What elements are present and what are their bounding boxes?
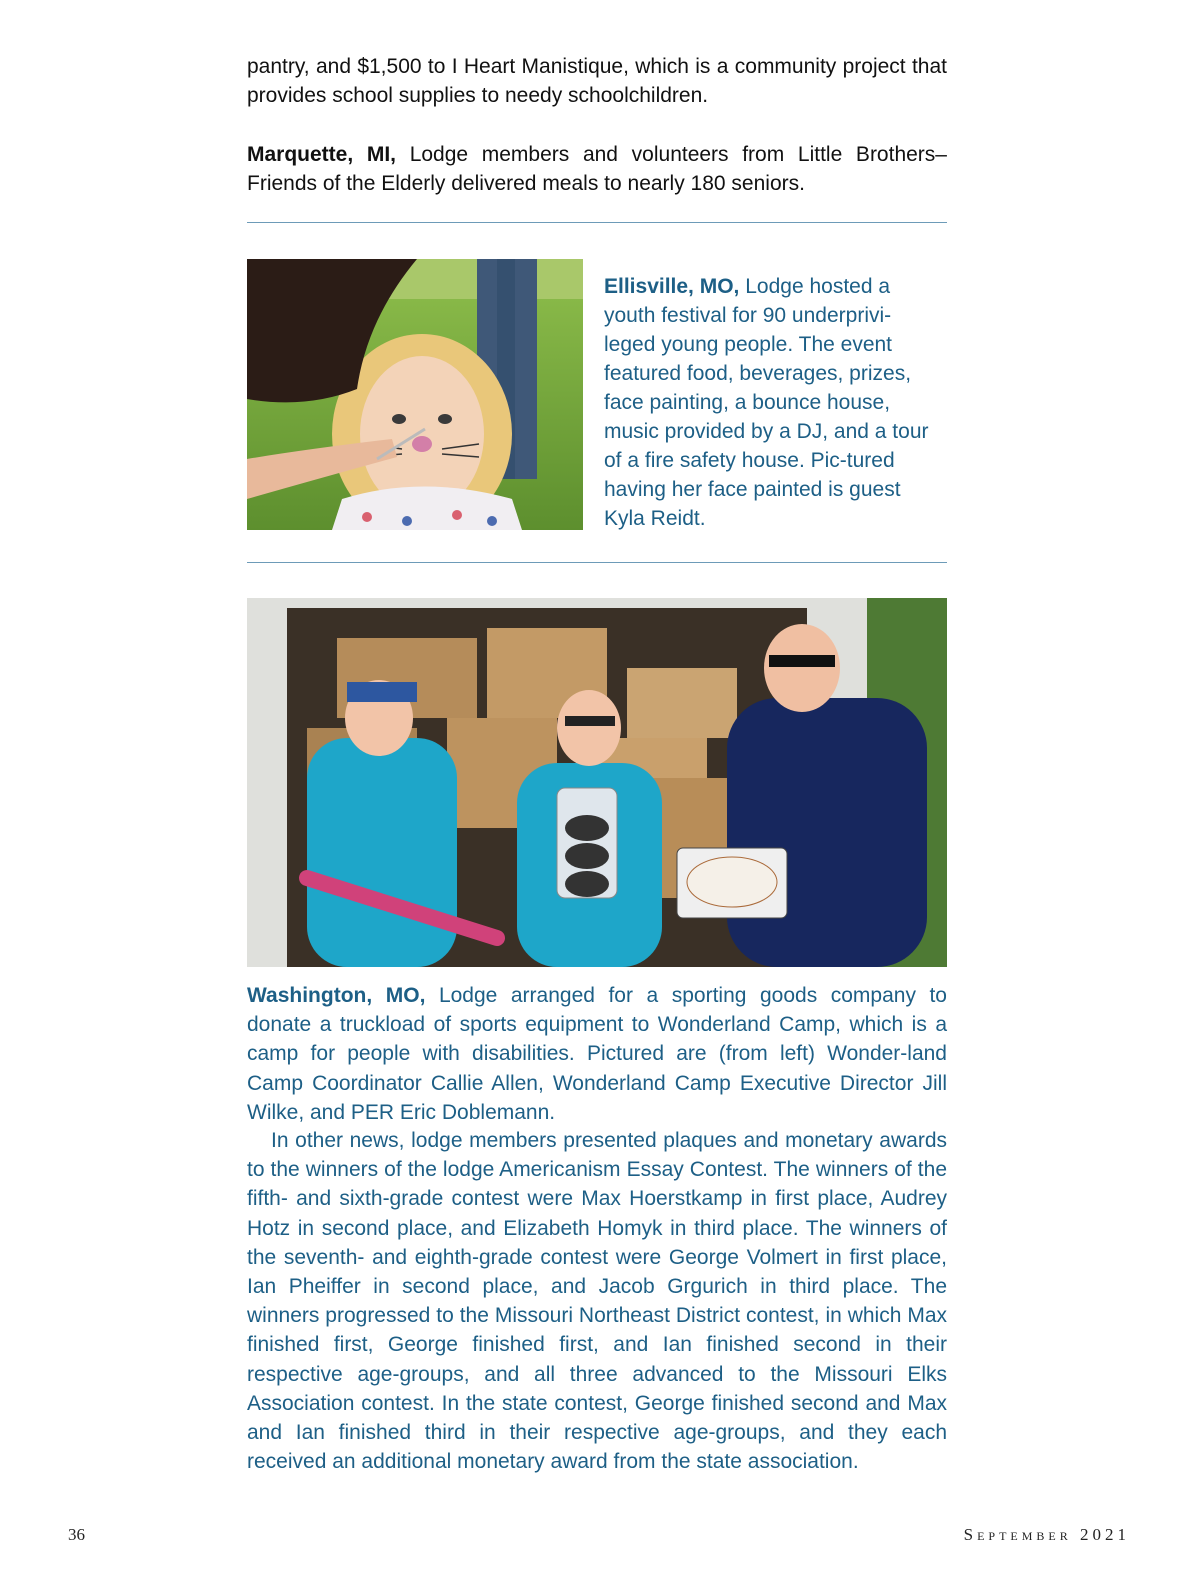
ellisville-lead: Ellisville, MO, <box>604 275 740 298</box>
ellisville-body: Lodge hosted a youth festival for 90 underprivi-leged young people. The event featured food, beverages, prizes, face painting, a bounce house, music provided by a DJ, and a tour of a fire safety house. Pic-tured having her face painted is guest Kyla Reidt. <box>604 275 929 530</box>
continued-paragraph: pantry, and $1,500 to I Heart Manistique, which is a community project that provides school supplies to needy schoolchildren. <box>247 55 947 107</box>
face-painting-photo <box>247 259 583 530</box>
sports-equipment-truck-photo <box>247 598 947 967</box>
washington-body: Lodge arranged for a sporting goods company to donate a truckload of sports equipment to Wonderland Camp, which is a camp for people with disabilities. Pictured are (from left) Wonder-land Camp Coordinator Callie Allen, Wonderland Camp Executive Director Jill Wilke, and PER Eric Doblemann. <box>247 984 947 1124</box>
marquette-lead: Marquette, MI, <box>247 143 397 166</box>
issue-date: September 2021 <box>963 1525 1130 1544</box>
page-number: 36 <box>68 1525 85 1544</box>
section-divider-middle <box>247 562 947 563</box>
marquette-body: Lodge members and volunteers from Little Brothers–Friends of the Elderly delivered meals to nearly 180 seniors. <box>247 143 947 195</box>
washington-lead: Washington, MO, <box>247 984 426 1007</box>
washington-caption <box>247 981 947 1127</box>
essay-contest-paragraph: In other news, lodge members presented plaques and monetary awards to the winners of the lodge Americanism Essay Contest. The winners of the fifth- and sixth-grade contest were Max Hoerstkamp in first place, Audrey Hotz in second place, and Elizabeth Homyk in third place. The winners of the seventh- and eighth-grade contest were George Volmert in first place, Ian Pheiffer in second place, and Jacob Grgurich in third place. The winners progressed to the Missouri Northeast District contest, in which Max finished first, George finished first, and Ian finished second in their respective age-groups, and all three advanced to the Missouri Elks Association contest. In the state contest, George finished second and Max and Ian finished third in their respective age-groups, and they each received an additional monetary award from the state association. <box>247 1129 947 1474</box>
ellisville-caption <box>604 272 939 533</box>
marquette-paragraph <box>247 140 947 198</box>
section-divider-top <box>247 222 947 223</box>
